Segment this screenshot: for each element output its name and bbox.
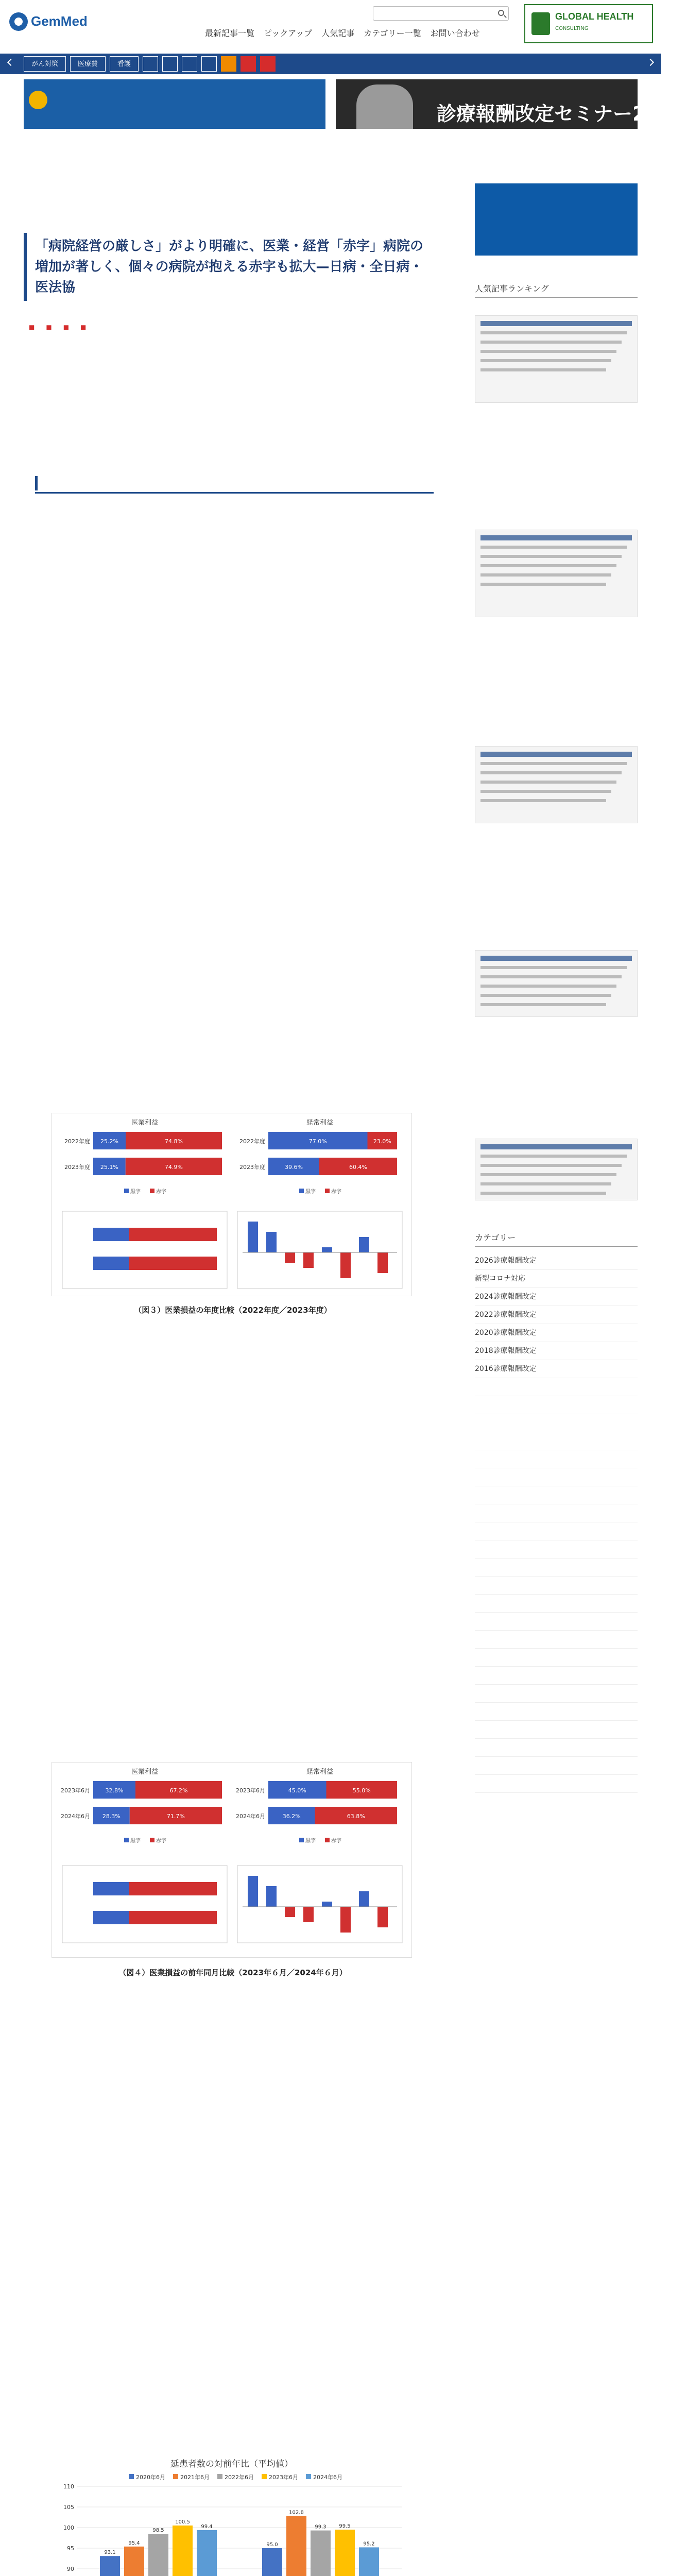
- legend-swatch: [306, 2474, 311, 2479]
- legend-swatch: [173, 2474, 178, 2479]
- detail-bar: [340, 1907, 351, 1933]
- category-label: 2022年度: [64, 1138, 90, 1145]
- detail-bar: [93, 1882, 129, 1895]
- category-link[interactable]: [475, 1522, 638, 1540]
- figure-4-chart: [52, 1762, 413, 1958]
- category-label: 2023年6月: [61, 1787, 90, 1794]
- detail-bar: [359, 1891, 369, 1907]
- detail-bar: [322, 1247, 332, 1252]
- category-nav-item[interactable]: がん対策: [24, 56, 66, 72]
- legend-label: 2020年6月: [136, 2474, 165, 2481]
- detail-chart-frame: [237, 1866, 402, 1943]
- category-link[interactable]: [475, 1739, 638, 1757]
- category-nav-item[interactable]: [260, 56, 276, 72]
- data-label: 36.2%: [282, 1813, 301, 1820]
- banner-right-line2: 診療報酬改定セミナー2026: [437, 103, 687, 125]
- category-label: 2024年6月: [236, 1813, 265, 1820]
- category-link[interactable]: [475, 1486, 638, 1504]
- data-label: 74.9%: [164, 1164, 183, 1171]
- category-link[interactable]: 2024診療報酬改定: [475, 1288, 638, 1306]
- popular-article-card[interactable]: [475, 746, 638, 827]
- data-label: 25.1%: [100, 1164, 118, 1171]
- popular-article-card[interactable]: [475, 950, 638, 1021]
- bar: [173, 2526, 193, 2576]
- data-label: 39.6%: [285, 1164, 303, 1171]
- legend-swatch: [299, 1838, 304, 1842]
- data-label: 93.1: [104, 2550, 116, 2556]
- legend-label: 黒字: [305, 1838, 316, 1844]
- category-link[interactable]: [475, 1703, 638, 1721]
- legend-label: 赤字: [156, 1838, 166, 1844]
- legend-label: 黒字: [130, 1838, 141, 1844]
- data-label: 99.5: [339, 2523, 351, 2529]
- detail-bar: [377, 1907, 388, 1927]
- article-thumbnail[interactable]: [475, 1139, 638, 1200]
- category-link[interactable]: [475, 1757, 638, 1775]
- article-section-a: [37, 506, 434, 527]
- chart-title: 経常利益: [306, 1768, 334, 1776]
- data-label: 77.0%: [308, 1138, 327, 1145]
- article-thumbnail[interactable]: [475, 530, 638, 617]
- site-header: [0, 0, 661, 49]
- popular-heading: 人気記事ランキング: [475, 282, 638, 298]
- top-nav-pickup[interactable]: ピックアップ: [264, 28, 313, 38]
- detail-bar: [377, 1252, 388, 1273]
- chevron-right-icon[interactable]: [647, 59, 654, 66]
- global-health-logo-icon: [531, 12, 550, 35]
- detail-charts: [62, 1211, 402, 1289]
- category-link[interactable]: [475, 1721, 638, 1739]
- data-label: 23.0%: [373, 1138, 391, 1145]
- category-link[interactable]: [475, 1613, 638, 1631]
- figure-4-caption: （図４）医業損益の前年同月比較（2023年６月／2024年６月）: [118, 1968, 347, 1977]
- category-nav-item[interactable]: [182, 56, 197, 72]
- legend-label: 2022年6月: [225, 2474, 254, 2481]
- data-label: 99.4: [201, 2523, 213, 2530]
- data-label: 55.0%: [352, 1787, 371, 1794]
- figure-5-chart: [51, 2455, 412, 2576]
- bar: [311, 2531, 331, 2576]
- detail-bar: [93, 1228, 129, 1241]
- data-label: 67.2%: [169, 1787, 188, 1794]
- article-section-c: [37, 2021, 434, 2041]
- article-tag[interactable]: [29, 324, 35, 331]
- bar: [262, 2548, 282, 2576]
- legend-label: 黒字: [305, 1189, 316, 1195]
- legend-swatch: [124, 1838, 129, 1842]
- detail-bar: [303, 1907, 314, 1922]
- category-label: 2023年6月: [236, 1787, 265, 1794]
- top-nav: [205, 27, 480, 39]
- category-link[interactable]: [475, 1577, 638, 1595]
- grouped-bar-chart: [63, 2459, 402, 2576]
- stacked-bar-chart: [61, 1768, 222, 1844]
- stacked-bar-chart: [239, 1118, 397, 1195]
- detail-bar: [359, 1237, 369, 1252]
- legend-label: 2024年6月: [313, 2474, 342, 2481]
- chart-title: 医業利益: [131, 1119, 159, 1127]
- legend-swatch: [150, 1838, 154, 1842]
- tick-label: 90: [67, 2566, 74, 2572]
- category-link[interactable]: [475, 1540, 638, 1558]
- category-link[interactable]: [475, 1414, 638, 1432]
- detail-bar: [248, 1876, 258, 1907]
- category-link[interactable]: [475, 1558, 638, 1577]
- category-link[interactable]: [475, 1595, 638, 1613]
- legend-label: 赤字: [331, 1189, 341, 1195]
- data-label: 95.4: [128, 2540, 140, 2546]
- stacked-bar-chart: [236, 1768, 397, 1844]
- category-link[interactable]: 2020診療報酬改定: [475, 1324, 638, 1342]
- global-health-name: GLOBAL HEALTH: [555, 11, 634, 22]
- article-tag[interactable]: [46, 324, 51, 331]
- article-thumbnail[interactable]: [475, 315, 638, 403]
- figure-4: [51, 1762, 412, 1958]
- banner-badge-icon: [29, 91, 47, 109]
- detail-bar: [285, 1252, 295, 1263]
- search-box: [373, 6, 509, 21]
- legend-swatch: [325, 1838, 330, 1842]
- global-health-banner[interactable]: [524, 4, 653, 43]
- legend-swatch: [150, 1189, 154, 1193]
- detail-bar: [340, 1252, 351, 1278]
- category-link[interactable]: [475, 1631, 638, 1649]
- top-nav-categories[interactable]: カテゴリー一覧: [364, 28, 421, 38]
- category-link[interactable]: [475, 1775, 638, 1793]
- article-intro: [37, 352, 434, 362]
- category-label: 2023年度: [239, 1164, 265, 1171]
- article-title-box: [24, 233, 434, 301]
- category-list: [475, 1252, 638, 1793]
- category-link[interactable]: [475, 1396, 638, 1414]
- detail-bar: [129, 1257, 217, 1270]
- category-heading: カテゴリー: [475, 1231, 638, 1247]
- category-link[interactable]: [475, 1667, 638, 1685]
- detail-bar: [129, 1882, 217, 1895]
- detail-bar: [248, 1222, 258, 1252]
- detail-chart-frame: [62, 1866, 227, 1943]
- data-label: 63.8%: [347, 1813, 365, 1820]
- legend-swatch: [299, 1189, 304, 1193]
- detail-bar: [322, 1902, 332, 1907]
- legend-swatch: [262, 2474, 267, 2479]
- legend-label: 2023年6月: [269, 2474, 298, 2481]
- legend-label: 黒字: [130, 1189, 141, 1195]
- data-label: 28.3%: [102, 1813, 121, 1820]
- figure-3-caption: （図３）医業損益の年度比較（2022年度／2023年度）: [134, 1306, 332, 1315]
- data-label: 45.0%: [288, 1787, 306, 1794]
- chart-title: 延患者数の対前年比（平均値）: [170, 2459, 293, 2469]
- detail-charts: [62, 1866, 402, 1943]
- bar: [124, 2547, 144, 2576]
- figure-3: [51, 1113, 412, 1296]
- figure-3-chart: [52, 1113, 413, 1297]
- article-tags: [29, 324, 86, 331]
- logo-mark-icon: [9, 12, 28, 31]
- article-section-b: [37, 1360, 434, 1381]
- category-nav-item[interactable]: 医療費: [70, 56, 106, 72]
- article-thumbnail[interactable]: [475, 950, 638, 1017]
- data-label: 100.5: [175, 2519, 190, 2525]
- bar: [335, 2530, 355, 2576]
- detail-chart-frame: [62, 1211, 227, 1289]
- detail-bar: [266, 1232, 277, 1252]
- tick-label: 110: [63, 2483, 74, 2490]
- popular-article-card[interactable]: [475, 1139, 638, 1205]
- bar: [286, 2516, 306, 2576]
- tick-label: 100: [63, 2524, 74, 2531]
- category-link[interactable]: 2018診療報酬改定: [475, 1342, 638, 1360]
- category-link[interactable]: [475, 1504, 638, 1522]
- category-nav-item[interactable]: [221, 56, 236, 72]
- category-nav-item[interactable]: [143, 56, 158, 72]
- article-tag[interactable]: [80, 324, 86, 331]
- detail-bar: [93, 1911, 129, 1924]
- article-title: 「病院経営の厳しさ」がより明確に、医業・経営「赤字」病院の増加が著しく、個々の病院が抱える赤字も拡大—日病・全日病・医法協: [35, 239, 424, 295]
- search-icon[interactable]: [498, 10, 504, 16]
- article-thumbnail[interactable]: [475, 746, 638, 823]
- detail-bar: [303, 1252, 314, 1268]
- tick-label: 95: [67, 2545, 74, 2552]
- detail-bar: [129, 1911, 217, 1924]
- article-tag[interactable]: [63, 324, 69, 331]
- site-logo[interactable]: [9, 9, 88, 35]
- detail-bar: [266, 1886, 277, 1907]
- legend-swatch: [325, 1189, 330, 1193]
- bar: [359, 2547, 379, 2576]
- detail-bar: [129, 1228, 217, 1241]
- category-link[interactable]: 2016診療報酬改定: [475, 1360, 638, 1378]
- chevron-left-icon[interactable]: [7, 59, 14, 66]
- category-label: 2023年度: [64, 1164, 90, 1171]
- legend-label: 赤字: [156, 1189, 166, 1195]
- popular-article-card[interactable]: [475, 315, 638, 407]
- category-nav-item[interactable]: [201, 56, 217, 72]
- legend-label: 赤字: [331, 1838, 341, 1844]
- speaker-photo: [356, 84, 413, 129]
- category-link[interactable]: 2022診療報酬改定: [475, 1306, 638, 1324]
- chart-title: 医業利益: [131, 1768, 159, 1776]
- legend-swatch: [217, 2474, 222, 2479]
- data-label: 95.2: [363, 2541, 375, 2547]
- top-nav-latest[interactable]: 最新記事一覧: [205, 28, 255, 38]
- category-link[interactable]: [475, 1685, 638, 1703]
- global-health-sub: CONSULTING: [555, 26, 589, 31]
- data-label: 74.8%: [165, 1138, 183, 1145]
- logo-name: GemMed: [31, 13, 88, 29]
- popular-article-card[interactable]: [475, 530, 638, 621]
- top-nav-popular[interactable]: 人気記事: [321, 28, 355, 38]
- data-label: 99.3: [315, 2524, 327, 2530]
- data-label: 60.4%: [349, 1164, 367, 1171]
- detail-bar: [285, 1907, 295, 1917]
- detail-chart-frame: [237, 1211, 402, 1289]
- section-heading: [35, 474, 434, 494]
- stacked-bar-chart: [64, 1118, 222, 1195]
- category-link[interactable]: [475, 1378, 638, 1396]
- category-link[interactable]: 新型コロナ対応: [475, 1270, 638, 1288]
- legend-swatch: [124, 1189, 129, 1193]
- category-nav-item[interactable]: 看護: [110, 56, 139, 72]
- category-nav: [0, 54, 661, 74]
- category-nav-item[interactable]: [241, 56, 256, 72]
- legend-label: 2021年6月: [180, 2474, 210, 2481]
- data-label: 95.0: [266, 2542, 278, 2548]
- bar: [148, 2534, 168, 2576]
- figure-5: [51, 2455, 412, 2576]
- data-label: 25.2%: [100, 1138, 118, 1145]
- category-label: 2024年6月: [61, 1813, 90, 1820]
- category-link[interactable]: [475, 1450, 638, 1468]
- data-label: 71.7%: [166, 1813, 185, 1820]
- category-nav-item[interactable]: [162, 56, 178, 72]
- bar: [197, 2530, 217, 2576]
- top-nav-contact[interactable]: お問い合わせ: [430, 28, 480, 38]
- detail-bar: [93, 1257, 129, 1270]
- chart-title: 経常利益: [306, 1119, 334, 1127]
- seminar-banner[interactable]: [336, 79, 687, 129]
- hospital-conditions-banner[interactable]: [24, 79, 325, 129]
- search-input[interactable]: [373, 7, 487, 20]
- category-link[interactable]: [475, 1649, 638, 1667]
- bar: [100, 2556, 120, 2576]
- sidebar-seminar-banner[interactable]: [475, 183, 638, 256]
- category-link[interactable]: [475, 1468, 638, 1486]
- data-label: 98.5: [152, 2528, 164, 2533]
- legend-swatch: [129, 2474, 134, 2479]
- category-link[interactable]: 2026診療報酬改定: [475, 1252, 638, 1270]
- data-label: 102.8: [289, 2510, 304, 2516]
- tick-label: 105: [63, 2504, 74, 2511]
- category-link[interactable]: [475, 1432, 638, 1450]
- category-label: 2022年度: [239, 1138, 265, 1145]
- data-label: 32.8%: [105, 1787, 124, 1794]
